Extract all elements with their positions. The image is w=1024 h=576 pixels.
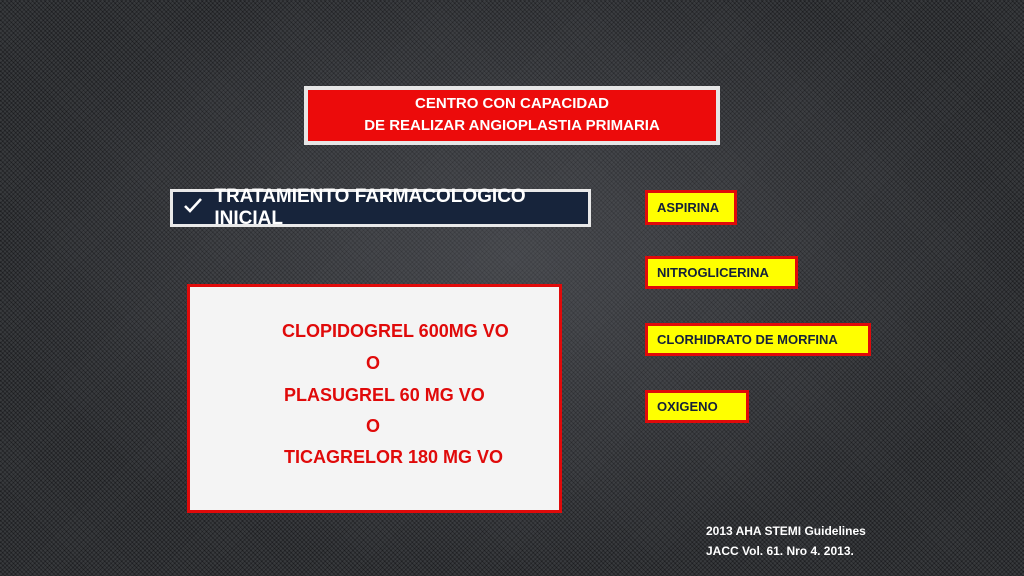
drug-option-separator: O (366, 353, 381, 373)
check-icon (183, 196, 204, 220)
reference-citation (706, 521, 866, 561)
tag-oxigeno: OXIGENO (645, 390, 749, 423)
tag-aspirina: ASPIRINA (645, 190, 737, 225)
reference-line-1: 2013 AHA STEMI Guidelines (706, 524, 866, 538)
banner-line-1: CENTRO CON CAPACIDAD (415, 95, 609, 112)
tag-nitroglicerina: NITROGLICERINA (645, 256, 798, 289)
drug-option-plasugrel: PLASUGREL 60 MG VO (284, 385, 485, 405)
reference-line-2: JACC Vol. 61. Nro 4. 2013. (706, 544, 854, 558)
antiplatelet-options-box (187, 284, 562, 513)
center-capacity-banner (304, 86, 720, 145)
drug-option-clopidogrel: CLOPIDOGREL 600MG VO (282, 321, 509, 341)
tag-clorhidrato-de-morfina: CLORHIDRATO DE MORFINA (645, 323, 871, 356)
drug-option-separator: O (366, 416, 381, 436)
initial-treatment-heading (170, 186, 591, 229)
drug-option-ticagrelor: TICAGRELOR 180 MG VO (284, 447, 504, 467)
treatment-label: TRATAMIENTO FARMACOLOGICO INICIAL (214, 186, 526, 229)
banner-line-2: DE REALIZAR ANGIOPLASTIA PRIMARIA (364, 117, 660, 134)
